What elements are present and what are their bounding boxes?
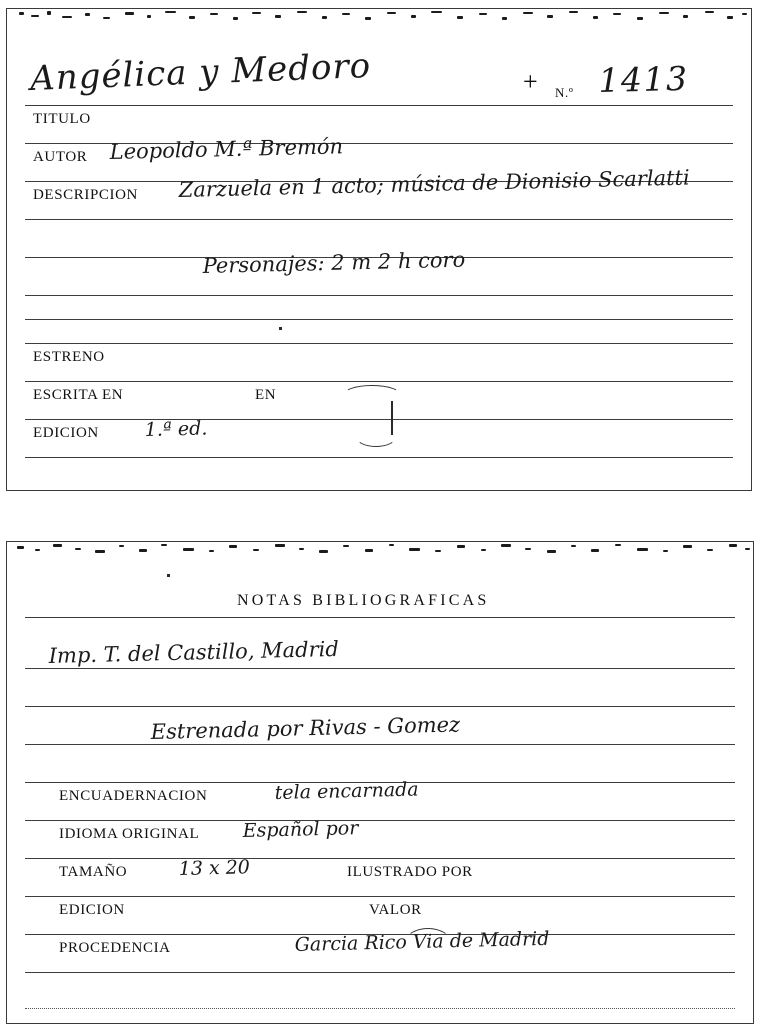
field-value-personajes: Personajes: 2 m 2 h coro (202, 247, 466, 278)
field-label-procedencia: PROCEDENCIA (59, 940, 171, 956)
stray-mark-dot-back (167, 574, 170, 577)
stray-mark-arc-back (405, 928, 451, 956)
scan-noise-edge-bottom (7, 542, 753, 558)
catalogue-card-back (6, 541, 754, 1024)
field-label-ilustrado-por: ILUSTRADO POR (347, 864, 473, 880)
field-value-procedencia: Garcia Rico Via de Madrid (294, 927, 550, 956)
scan-noise-edge-top (7, 9, 751, 25)
field-label-encuadernacion: ENCUADERNACION (59, 788, 208, 804)
field-label-edicion-back: EDICION (59, 902, 125, 918)
field-label-tamano: TAMAÑO (59, 864, 128, 880)
number-prefix: N.º (555, 85, 574, 100)
note-line-2: Estrenada por Rivas - Gomez (150, 712, 461, 744)
field-value-autor: Leopoldo M.ª Bremón (109, 134, 344, 164)
field-value-edicion: 1.ª ed. (144, 417, 208, 441)
handwritten-title: Angélica y Medoro (29, 45, 372, 99)
stray-mark-line (391, 401, 393, 435)
record-number: 1413 (598, 58, 689, 100)
cross-mark: + (523, 67, 538, 96)
field-label-descripcion: DESCRIPCION (33, 187, 138, 203)
section-heading-notas-bibliograficas: NOTAS BIBLIOGRAFICAS (237, 592, 490, 609)
catalogue-card-front (6, 8, 752, 491)
note-line-1: Imp. T. del Castillo, Madrid (48, 636, 340, 668)
field-label-titulo: TITULO (33, 111, 91, 127)
field-value-encuadernacion: tela encarnada (274, 778, 419, 804)
field-label-estreno: ESTRENO (33, 349, 105, 365)
field-label-valor: VALOR (369, 902, 422, 918)
field-label-idioma-original: IDIOMA ORIGINAL (59, 826, 200, 842)
field-label-autor: AUTOR (33, 149, 88, 165)
field-label-edicion: EDICION (33, 425, 99, 441)
field-label-escrita-en: ESCRITA EN (33, 387, 124, 403)
field-value-tamano: 13 x 20 (178, 856, 251, 880)
field-value-idioma-original: Español por (242, 817, 359, 842)
stray-mark-dot (279, 327, 282, 330)
field-label-en: EN (255, 387, 277, 403)
field-value-descripcion-line1: Zarzuela en 1 acto; música de Dionisio Scarlatti (178, 165, 690, 202)
